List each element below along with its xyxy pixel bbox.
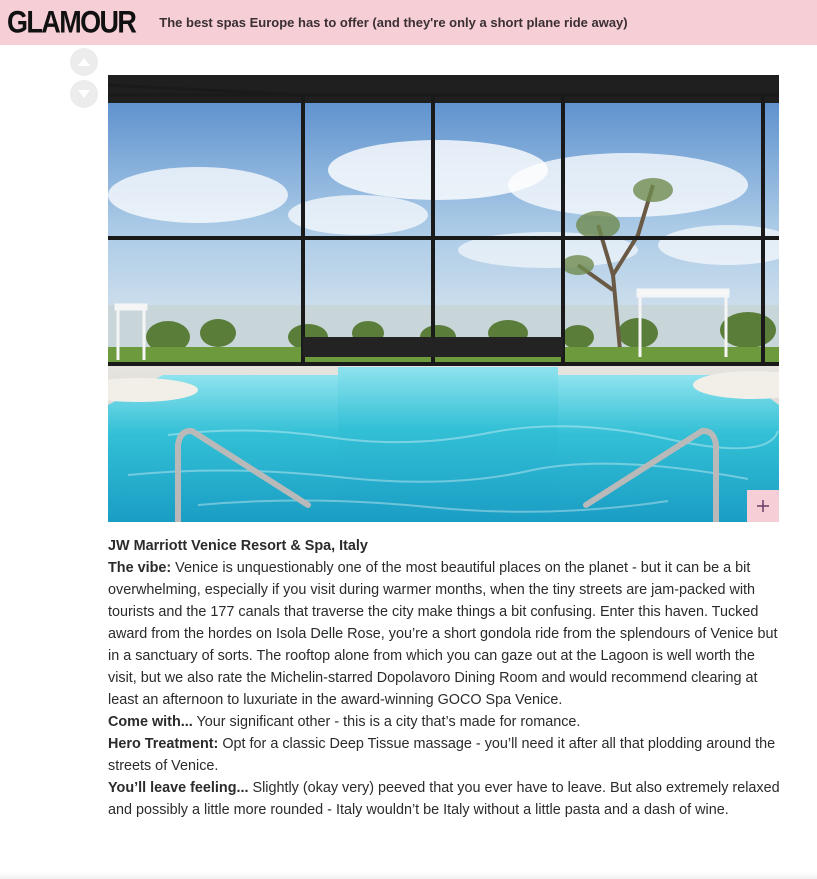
expand-image-button[interactable] <box>747 490 779 522</box>
chevron-up-icon <box>77 57 91 67</box>
paragraph-text: Your significant other - this is a city that’s made for romance. <box>192 714 581 730</box>
bottom-divider <box>0 872 817 879</box>
lead-label: The vibe: <box>108 560 172 576</box>
upvote-button[interactable] <box>70 48 98 76</box>
pool-illustration <box>108 75 779 522</box>
article-headline: The best spas Europe has to offer (and they're only a short plane ride away) <box>159 15 628 30</box>
plus-icon <box>755 498 771 514</box>
place-title: JW Marriott Venice Resort & Spa, Italy <box>108 538 368 554</box>
paragraph-leave-feeling <box>108 777 780 821</box>
paragraph-text: Slightly (okay very) peeved that you ever have to leave. But also extremely relaxed and possibly a little more rounded - Italy wouldn’t be Italy without a little pasta and a dash of wine. <box>108 780 780 818</box>
paragraph-vibe <box>108 557 780 711</box>
lead-label: Hero Treatment: <box>108 736 219 752</box>
paragraph-come-with <box>108 711 780 733</box>
lead-label: You’ll leave feeling... <box>108 780 249 796</box>
paragraph-text: Venice is unquestionably one of the most beautiful places on the planet - but it can be a bit overwhelming, especially if you visit during warmer months, when the tiny streets are jam-packed with tourists and the 177 canals that traverse the city make things a bit confusing. Enter this haven. Tucked award from the hordes on Isola Delle Rose, you’re a short gondola ride from the splendours of Venice but in a sanctuary of sorts. The rooftop alone from which you can gaze out at the Lagoon is well worth the visit, but we also rate the Michelin-starred Dopolavoro Dining Room and would recommend clearing at least an afternoon to luxuriate in the award-winning GOCO Spa Venice. <box>108 560 778 708</box>
chevron-down-icon <box>77 89 91 99</box>
top-banner <box>0 0 817 45</box>
spa-pool-photo <box>108 75 779 522</box>
downvote-button[interactable] <box>70 80 98 108</box>
glamour-logo[interactable]: GLAMOUR <box>7 4 136 40</box>
paragraph-text: Opt for a classic Deep Tissue massage - you’ll need it after all that plodding around the streets of Venice. <box>108 736 776 774</box>
article-body <box>108 535 780 821</box>
lead-label: Come with... <box>108 714 193 730</box>
paragraph-hero-treatment <box>108 733 780 777</box>
